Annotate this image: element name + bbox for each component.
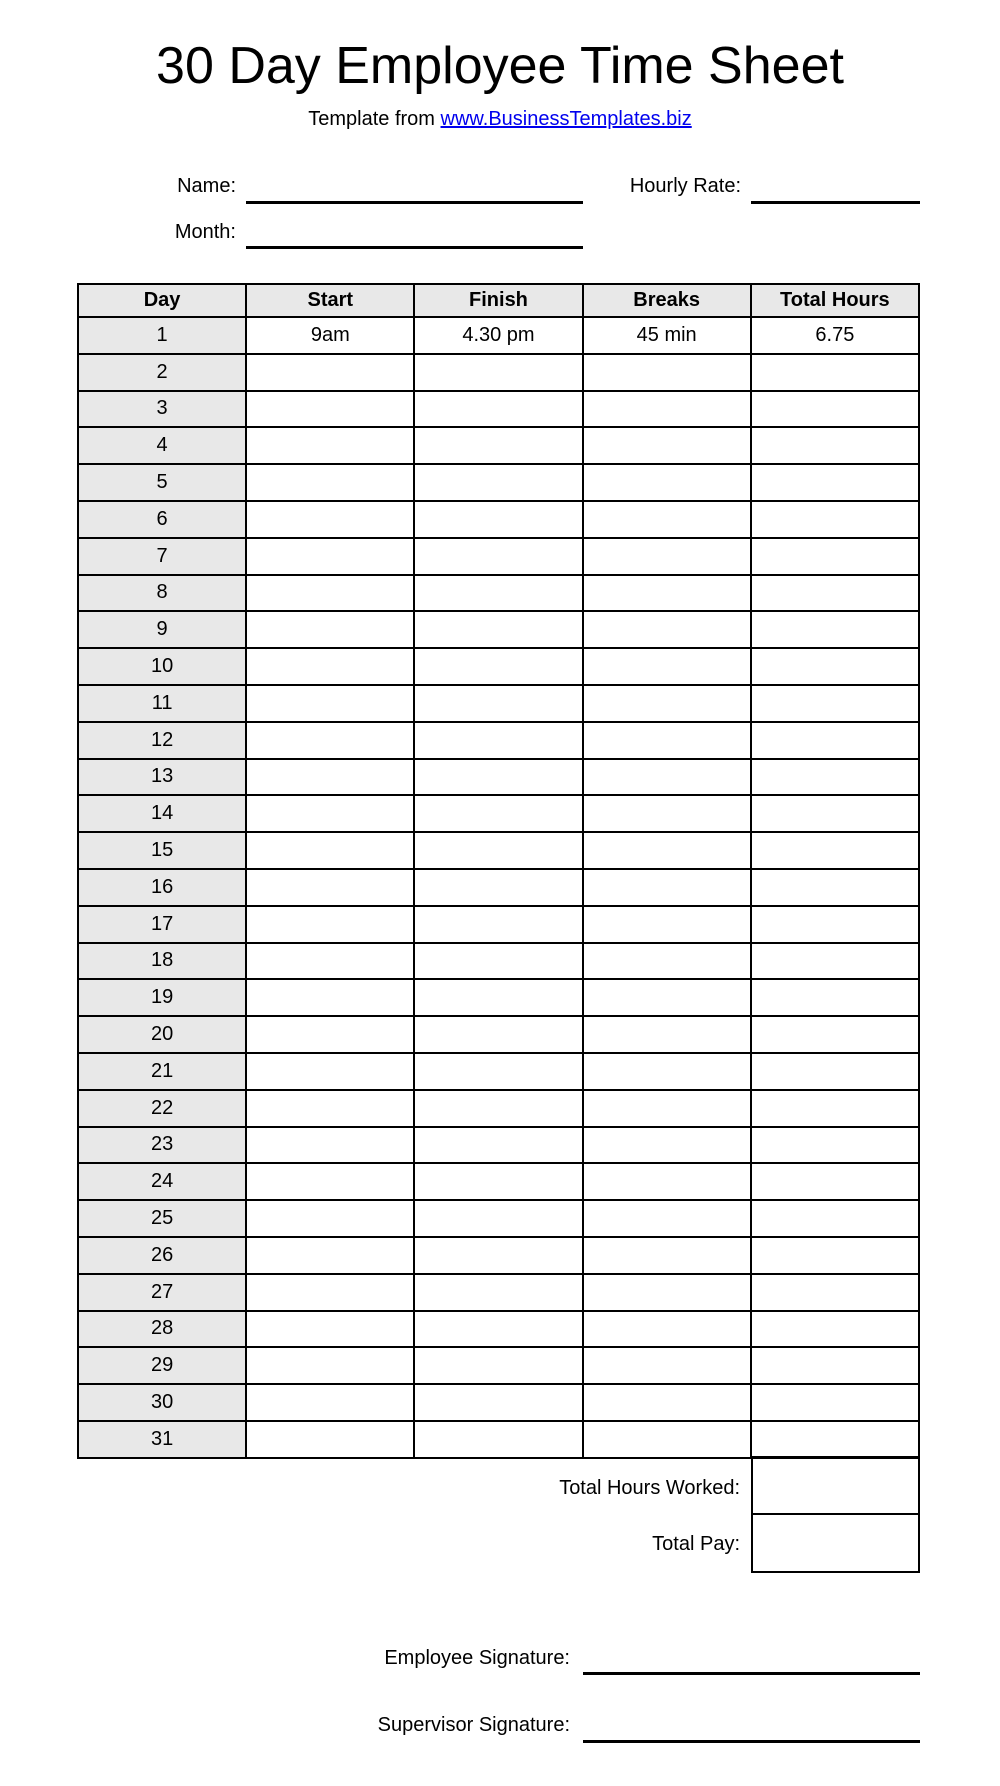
breaks-cell[interactable] [583, 759, 751, 796]
finish-cell[interactable] [414, 1274, 582, 1311]
total-cell[interactable] [751, 1016, 919, 1053]
total-cell[interactable] [751, 869, 919, 906]
header-breaks: Breaks [583, 284, 751, 317]
start-cell[interactable] [246, 1090, 414, 1127]
finish-cell[interactable] [414, 759, 582, 796]
total-cell[interactable] [751, 1200, 919, 1237]
day-cell: 3 [78, 391, 246, 428]
finish-cell[interactable] [414, 1163, 582, 1200]
table-row [78, 501, 919, 538]
header-total-hours: Total Hours [751, 284, 919, 317]
day-cell: 13 [78, 759, 246, 796]
total-cell[interactable] [751, 648, 919, 685]
supervisor-signature-label: Supervisor Signature: [377, 1714, 570, 1736]
finish-cell[interactable] [414, 538, 582, 575]
start-cell[interactable] [246, 354, 414, 391]
day-cell: 27 [78, 1274, 246, 1311]
finish-cell[interactable] [414, 611, 582, 648]
start-cell[interactable] [246, 464, 414, 501]
start-cell[interactable] [246, 795, 414, 832]
day-cell: 1 [78, 317, 246, 354]
header-day: Day [78, 284, 246, 317]
breaks-cell[interactable] [583, 538, 751, 575]
month-label: Month: [174, 221, 236, 243]
page-title: 30 Day Employee Time Sheet [156, 37, 844, 95]
table-row [78, 575, 919, 612]
start-cell[interactable] [246, 1127, 414, 1164]
start-cell[interactable] [246, 1274, 414, 1311]
total-cell[interactable] [751, 685, 919, 722]
day-cell: 7 [78, 538, 246, 575]
day-cell: 17 [78, 906, 246, 943]
total-cell[interactable] [751, 391, 919, 428]
day-cell: 26 [78, 1237, 246, 1274]
finish-cell[interactable] [414, 464, 582, 501]
breaks-cell[interactable]: 45 min [583, 317, 751, 354]
breaks-cell[interactable] [583, 1090, 751, 1127]
finish-cell[interactable] [414, 1200, 582, 1237]
day-cell: 14 [78, 795, 246, 832]
finish-cell[interactable] [414, 1421, 582, 1458]
finish-cell[interactable] [414, 354, 582, 391]
total-cell[interactable] [751, 575, 919, 612]
table-row [78, 611, 919, 648]
header-finish: Finish [414, 284, 582, 317]
breaks-cell[interactable] [583, 427, 751, 464]
supervisor-signature-field[interactable] [583, 1740, 920, 1743]
total-cell[interactable] [751, 1163, 919, 1200]
start-cell[interactable] [246, 1421, 414, 1458]
finish-cell[interactable] [414, 501, 582, 538]
hourly-rate-field[interactable] [751, 201, 920, 204]
breaks-cell[interactable] [583, 1237, 751, 1274]
start-cell[interactable] [246, 427, 414, 464]
table-header-row [78, 284, 919, 317]
finish-cell[interactable] [414, 391, 582, 428]
table-row [78, 1053, 919, 1090]
table-row [78, 685, 919, 722]
breaks-cell[interactable] [583, 832, 751, 869]
start-cell[interactable] [246, 722, 414, 759]
table-row [78, 317, 919, 354]
table-row [78, 1274, 919, 1311]
table-row [78, 648, 919, 685]
name-label: Name: [177, 175, 236, 197]
day-cell: 30 [78, 1384, 246, 1421]
day-cell: 24 [78, 1163, 246, 1200]
total-pay-label: Total Pay: [652, 1533, 740, 1555]
finish-cell[interactable]: 4.30 pm [414, 317, 582, 354]
breaks-cell[interactable] [583, 611, 751, 648]
start-cell[interactable] [246, 648, 414, 685]
table-row [78, 427, 919, 464]
breaks-cell[interactable] [583, 1311, 751, 1348]
total-cell[interactable] [751, 1347, 919, 1384]
total-hours-box[interactable] [751, 1456, 920, 1515]
total-cell[interactable] [751, 943, 919, 980]
start-cell[interactable] [246, 611, 414, 648]
total-cell[interactable] [751, 906, 919, 943]
start-cell[interactable] [246, 943, 414, 980]
table-row [78, 538, 919, 575]
total-cell[interactable] [751, 759, 919, 796]
start-cell[interactable]: 9am [246, 317, 414, 354]
start-cell[interactable] [246, 1016, 414, 1053]
total-cell[interactable] [751, 538, 919, 575]
day-cell: 11 [78, 685, 246, 722]
breaks-cell[interactable] [583, 575, 751, 612]
table-row [78, 906, 919, 943]
finish-cell[interactable] [414, 1384, 582, 1421]
total-cell[interactable] [751, 1237, 919, 1274]
breaks-cell[interactable] [583, 1200, 751, 1237]
start-cell[interactable] [246, 501, 414, 538]
breaks-cell[interactable] [583, 979, 751, 1016]
day-cell: 2 [78, 354, 246, 391]
table-row [78, 759, 919, 796]
finish-cell[interactable] [414, 1090, 582, 1127]
finish-cell[interactable] [414, 943, 582, 980]
table-row [78, 1163, 919, 1200]
hourly-rate-label: Hourly Rate: [629, 175, 741, 197]
finish-cell[interactable] [414, 1016, 582, 1053]
breaks-cell[interactable] [583, 354, 751, 391]
finish-cell[interactable] [414, 869, 582, 906]
table-row [78, 869, 919, 906]
start-cell[interactable] [246, 832, 414, 869]
finish-cell[interactable] [414, 906, 582, 943]
total-hours-label: Total Hours Worked: [559, 1477, 740, 1499]
finish-cell[interactable] [414, 832, 582, 869]
total-cell[interactable] [751, 464, 919, 501]
start-cell[interactable] [246, 759, 414, 796]
finish-cell[interactable] [414, 1053, 582, 1090]
breaks-cell[interactable] [583, 1274, 751, 1311]
start-cell[interactable] [246, 685, 414, 722]
finish-cell[interactable] [414, 648, 582, 685]
start-cell[interactable] [246, 1237, 414, 1274]
breaks-cell[interactable] [583, 906, 751, 943]
start-cell[interactable] [246, 1200, 414, 1237]
table-row [78, 722, 919, 759]
breaks-cell[interactable] [583, 1163, 751, 1200]
table-row [78, 1016, 919, 1053]
table-row [78, 354, 919, 391]
breaks-cell[interactable] [583, 648, 751, 685]
total-pay-box[interactable] [751, 1513, 920, 1573]
day-cell: 8 [78, 575, 246, 612]
finish-cell[interactable] [414, 795, 582, 832]
table-row [78, 391, 919, 428]
total-cell[interactable] [751, 722, 919, 759]
start-cell[interactable] [246, 1347, 414, 1384]
month-field[interactable] [246, 246, 583, 249]
total-cell[interactable] [751, 354, 919, 391]
start-cell[interactable] [246, 1384, 414, 1421]
breaks-cell[interactable] [583, 1016, 751, 1053]
day-cell: 16 [78, 869, 246, 906]
employee-signature-field[interactable] [583, 1672, 920, 1675]
finish-cell[interactable] [414, 979, 582, 1016]
total-cell[interactable] [751, 1274, 919, 1311]
table-row [78, 832, 919, 869]
total-cell[interactable] [751, 832, 919, 869]
total-cell[interactable]: 6.75 [751, 317, 919, 354]
total-cell[interactable] [751, 1384, 919, 1421]
total-cell[interactable] [751, 1090, 919, 1127]
day-cell: 15 [78, 832, 246, 869]
day-cell: 21 [78, 1053, 246, 1090]
table-row [78, 1200, 919, 1237]
total-cell[interactable] [751, 1053, 919, 1090]
total-cell[interactable] [751, 1311, 919, 1348]
breaks-cell[interactable] [583, 501, 751, 538]
day-cell: 4 [78, 427, 246, 464]
breaks-cell[interactable] [583, 1127, 751, 1164]
day-cell: 23 [78, 1127, 246, 1164]
total-cell[interactable] [751, 1421, 919, 1458]
finish-cell[interactable] [414, 575, 582, 612]
table-row [78, 1127, 919, 1164]
day-cell: 10 [78, 648, 246, 685]
start-cell[interactable] [246, 906, 414, 943]
subtitle-prefix: Template from [308, 108, 435, 130]
breaks-cell[interactable] [583, 722, 751, 759]
total-cell[interactable] [751, 795, 919, 832]
start-cell[interactable] [246, 575, 414, 612]
day-cell: 25 [78, 1200, 246, 1237]
breaks-cell[interactable] [583, 685, 751, 722]
table-row [78, 1237, 919, 1274]
breaks-cell[interactable] [583, 795, 751, 832]
day-cell: 31 [78, 1421, 246, 1458]
finish-cell[interactable] [414, 722, 582, 759]
total-cell[interactable] [751, 427, 919, 464]
start-cell[interactable] [246, 1311, 414, 1348]
finish-cell[interactable] [414, 1127, 582, 1164]
header-start: Start [246, 284, 414, 317]
name-field[interactable] [246, 201, 583, 204]
day-cell: 29 [78, 1347, 246, 1384]
start-cell[interactable] [246, 979, 414, 1016]
day-cell: 12 [78, 722, 246, 759]
start-cell[interactable] [246, 1163, 414, 1200]
breaks-cell[interactable] [583, 869, 751, 906]
day-cell: 22 [78, 1090, 246, 1127]
finish-cell[interactable] [414, 1347, 582, 1384]
breaks-cell[interactable] [583, 1384, 751, 1421]
table-row [78, 1311, 919, 1348]
total-cell[interactable] [751, 611, 919, 648]
table-row [78, 464, 919, 501]
table-row [78, 1421, 919, 1458]
total-cell[interactable] [751, 501, 919, 538]
breaks-cell[interactable] [583, 1347, 751, 1384]
table-row [78, 795, 919, 832]
breaks-cell[interactable] [583, 1421, 751, 1458]
start-cell[interactable] [246, 538, 414, 575]
day-cell: 18 [78, 943, 246, 980]
breaks-cell[interactable] [583, 464, 751, 501]
day-cell: 5 [78, 464, 246, 501]
start-cell[interactable] [246, 1053, 414, 1090]
breaks-cell[interactable] [583, 391, 751, 428]
total-cell[interactable] [751, 1127, 919, 1164]
start-cell[interactable] [246, 391, 414, 428]
finish-cell[interactable] [414, 685, 582, 722]
breaks-cell[interactable] [583, 1053, 751, 1090]
website-link[interactable]: www.BusinessTemplates.biz [440, 108, 692, 130]
finish-cell[interactable] [414, 1237, 582, 1274]
total-cell[interactable] [751, 979, 919, 1016]
timesheet-table [77, 283, 920, 1459]
employee-signature-label: Employee Signature: [384, 1647, 570, 1669]
finish-cell[interactable] [414, 1311, 582, 1348]
table-row [78, 943, 919, 980]
day-cell: 9 [78, 611, 246, 648]
day-cell: 6 [78, 501, 246, 538]
breaks-cell[interactable] [583, 943, 751, 980]
day-cell: 19 [78, 979, 246, 1016]
table-row [78, 1090, 919, 1127]
table-row [78, 1347, 919, 1384]
finish-cell[interactable] [414, 427, 582, 464]
table-row [78, 979, 919, 1016]
day-cell: 20 [78, 1016, 246, 1053]
subtitle [0, 106, 1000, 132]
day-cell: 28 [78, 1311, 246, 1348]
table-row [78, 1384, 919, 1421]
start-cell[interactable] [246, 869, 414, 906]
